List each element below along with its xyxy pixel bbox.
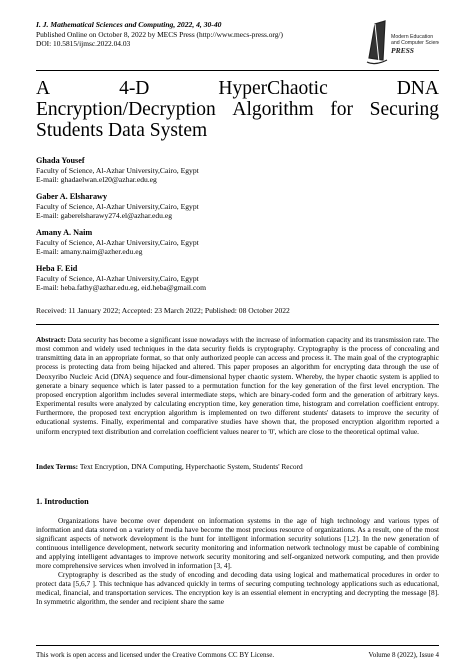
author-affiliation: Faculty of Science, Al-Azhar University,Cairo, Egypt	[36, 274, 199, 283]
author-email[interactable]: E-mail: ghadaelwan.el20@azhar.edu.eg	[36, 175, 157, 185]
abstract-label: Abstract:	[36, 335, 66, 344]
body-paragraph: Cryptography is described as the study of encoding and decoding data using logical and mathematical procedures in order to protect data [5,6,7 ]. This technique has advanced quickly in terms of securing computing technology applications such as educational, medical, financial, and transportation services. The encryption key is an essential element in encrypting and decrypting the message [8]. In symmetric algorithm, the sender and recipient share the same	[36, 570, 439, 606]
footer-rule	[36, 645, 439, 646]
logo-line-3: PRESS	[391, 46, 414, 55]
title-word: Securing	[369, 99, 439, 120]
author-name: Gaber A. Elsharawy	[36, 192, 108, 201]
author-name: Heba F. Eid	[36, 264, 78, 273]
title-word: A	[36, 78, 51, 99]
author-block	[36, 228, 439, 257]
title-line-3: Students Data System	[36, 120, 208, 141]
author-affiliation: Faculty of Science, Al-Azhar University,Cairo, Egypt	[36, 238, 199, 247]
author-block	[36, 156, 439, 185]
author-block	[36, 264, 439, 293]
mecs-press-logo	[365, 18, 439, 70]
author-email[interactable]: E-mail: gaberelsharawy274.el@azhar.edu.eg	[36, 211, 173, 221]
header-rule	[36, 70, 439, 71]
title-word: Algorithm	[232, 99, 314, 120]
abstract	[36, 335, 439, 436]
doi: DOI: 10.5815/ijmsc.2022.04.03	[36, 39, 131, 49]
title-word: Encryption/Decryption	[36, 99, 216, 120]
index-terms	[36, 462, 439, 471]
author-name: Ghada Yousef	[36, 156, 85, 165]
title-word: HyperChaotic	[218, 78, 328, 99]
logo-line-1: Modern Education	[391, 34, 434, 40]
author-affiliation: Faculty of Science, Al-Azhar University,Cairo, Egypt	[36, 166, 199, 175]
title-word: 4-D	[119, 78, 150, 99]
title-word: DNA	[396, 78, 439, 99]
author-block	[36, 192, 439, 221]
author-name: Amany A. Naim	[36, 228, 93, 237]
volume-issue: Volume 8 (2022), Issue 4	[368, 651, 439, 659]
journal-header	[36, 20, 356, 48]
publication-info: Published Online on October 8, 2022 by MECS Press (http://www.mecs-press.org/)	[36, 30, 283, 39]
section-heading: 1. Introduction	[36, 497, 89, 506]
license-note: This work is open access and licensed under the Creative Commons CC BY License.	[36, 651, 275, 659]
index-terms-label: Index Terms:	[36, 462, 79, 471]
paper-title	[36, 78, 439, 141]
index-terms-text: Text Encryption, DNA Computing, Hyperchaotic System, Students' Record	[79, 462, 303, 471]
body-text	[36, 516, 439, 606]
logo-line-2: and Computer Science	[391, 40, 439, 46]
author-email[interactable]: E-mail: heba.fathy@azhar.edu.eg, eid.heba@gmail.com	[36, 283, 207, 293]
journal-citation: I. J. Mathematical Sciences and Computing, 2022, 4, 30-40	[36, 20, 222, 29]
author-affiliation: Faculty of Science, Al-Azhar University,Cairo, Egypt	[36, 202, 199, 211]
title-word: for	[330, 99, 354, 120]
author-email[interactable]: E-mail: amany.naim@azher.edu.eg	[36, 247, 143, 257]
body-paragraph: Organizations have become over dependent on information systems in the age of high technology and various types of information and data stored on a variety of media have become the most precious resource of organizations. As a result, one of the most significant aspects of network development is the hunt for intelligent information security solutions [1,2]. In the new generation of continuous intelligence development, network security monitoring and information network technology must be capable of combining and applying intelligent advantages to improve network security monitoring and self-organized network computing, and then provide more comprehensive services when involved in information [3, 4].	[36, 516, 439, 570]
abstract-text: Data security has become a significant issue nowadays with the increase of information capacity and its transmission rate. The most common and widely used techniques in the data security fields is cryptography. Cryptography is the process of concealing and transmitting data in an appropriate format, so that only authorized people can access and process it. The main goal of the cryptographic process is protecting data from being hijacked and altered. This paper proposes an algorithm for encrypting data through the use of Deoxyribo Nucleic Acid (DNA) sequence and four-dimensional hyper chaotic system. Whereby, the hyper chaotic system is applied to generate a binary sequence which is later passed to a permutation function for the key generation of the first level encryption. The proposed encryption algorithm includes several intermediate steps, which are binary-coded form and the generation of arbitrary keys. Experimental results were analyzed by calculating encryption time, key generation time, histogram and correlation coefficient entropy. Furthermore, the proposed text encryption algorithm is implemented on two different students' datasets to improve the security of educational systems. Finally, experimental and comparative studies have shown that, the proposed encryption algorithm reported a uniform encrypted text distribution and correlation coefficient values nearer to '0', which are close to the theoretical optimal value.	[36, 335, 439, 436]
dates-rule	[36, 324, 439, 325]
publication-dates: Received: 11 January 2022; Accepted: 23 March 2022; Published: 08 October 2022	[36, 306, 290, 315]
page-footer	[36, 651, 439, 659]
